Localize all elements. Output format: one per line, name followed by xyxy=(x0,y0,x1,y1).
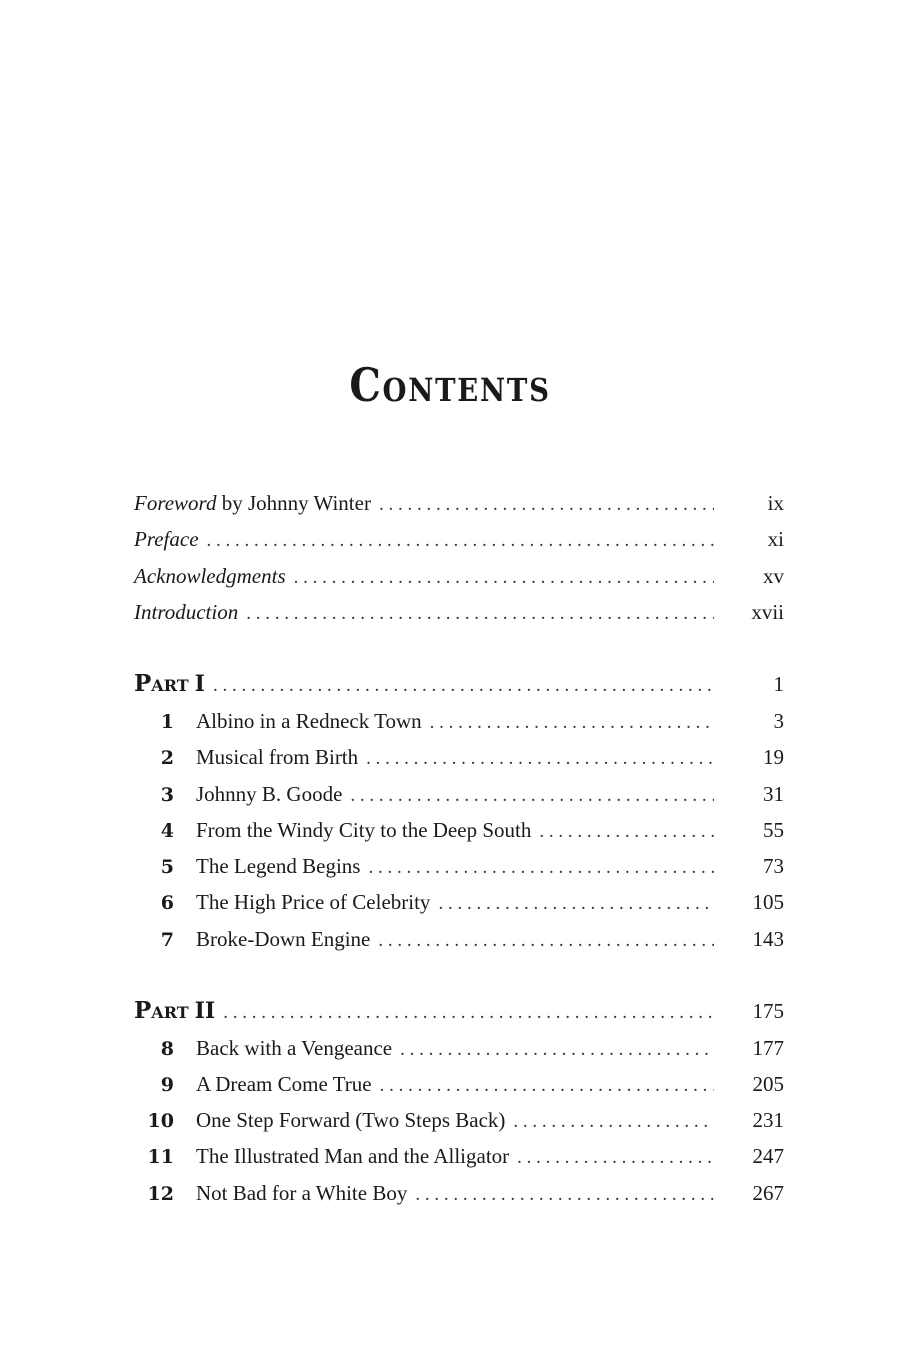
part-label xyxy=(134,669,205,699)
dot-leader xyxy=(415,1180,714,1210)
dot-leader xyxy=(438,889,714,919)
dot-leader xyxy=(400,1035,714,1065)
chapter-number: 11 xyxy=(147,1146,174,1168)
page-title: Contents xyxy=(349,358,551,412)
entry-label-italic: Acknowledgments xyxy=(134,564,286,588)
entry-page-number: 267 xyxy=(752,1181,784,1205)
entry-page-number: 73 xyxy=(763,854,784,878)
chapter-number: 12 xyxy=(147,1183,174,1205)
toc-chapter-10 xyxy=(134,1105,784,1135)
toc-entry-introduction xyxy=(134,597,784,627)
entry-page-number: 247 xyxy=(752,1144,784,1168)
entry-page-number: xvii xyxy=(751,600,784,624)
dot-leader xyxy=(379,490,714,520)
dot-leader xyxy=(366,744,714,774)
toc-entry-foreword xyxy=(134,488,784,518)
part-word: Part xyxy=(134,997,189,1024)
chapter-number: 7 xyxy=(160,929,174,951)
chapter-title: Musical from Birth xyxy=(196,745,359,769)
chapter-number: 3 xyxy=(160,784,174,806)
dot-leader xyxy=(513,1107,714,1137)
entry-page-number: 105 xyxy=(752,890,784,914)
toc-chapter-1 xyxy=(134,706,784,736)
entry-page-number: ix xyxy=(767,491,784,515)
toc-entry-preface xyxy=(134,524,784,554)
chapter-title: From the Windy City to the Deep South xyxy=(196,818,532,842)
entry-label xyxy=(134,488,371,518)
dot-leader xyxy=(378,926,714,956)
entry-label xyxy=(134,561,286,591)
entry-page-number: 231 xyxy=(752,1108,784,1132)
chapter-title: Broke-Down Engine xyxy=(196,927,371,951)
dot-leader xyxy=(223,998,714,1028)
chapter-number: 9 xyxy=(160,1074,174,1096)
dot-leader xyxy=(380,1071,714,1101)
part-word: Part xyxy=(134,670,189,697)
chapter-number: 2 xyxy=(160,747,174,769)
entry-page-number: xv xyxy=(763,564,784,588)
toc-chapter-4 xyxy=(134,815,784,845)
chapter-title: The Illustrated Man and the Alligator xyxy=(196,1144,510,1168)
entry-page-number: 205 xyxy=(752,1072,784,1096)
chapter-title: One Step Forward (Two Steps Back) xyxy=(196,1108,506,1132)
part-numeral: II xyxy=(194,998,216,1024)
toc-chapter-5 xyxy=(134,851,784,881)
dot-leader xyxy=(517,1143,714,1173)
chapter-title: Not Bad for a White Boy xyxy=(196,1181,408,1205)
toc-part-1 xyxy=(134,669,784,699)
dot-leader xyxy=(368,853,714,883)
dot-leader xyxy=(294,563,714,593)
toc-chapter-2 xyxy=(134,742,784,772)
entry-label-italic: Preface xyxy=(134,527,199,551)
entry-page-number: 177 xyxy=(752,1036,784,1060)
chapter-title: Johnny B. Goode xyxy=(196,782,343,806)
chapter-number: 5 xyxy=(160,856,174,878)
toc-chapter-3 xyxy=(134,779,784,809)
chapter-title: Back with a Vengeance xyxy=(196,1036,393,1060)
chapter-title: The High Price of Celebrity xyxy=(196,890,431,914)
entry-page-number: 31 xyxy=(763,782,784,806)
entry-page-number: 3 xyxy=(773,709,784,733)
chapter-title: Albino in a Redneck Town xyxy=(196,709,422,733)
entry-page-number: xi xyxy=(767,527,784,551)
toc-entry-acknowledgments xyxy=(134,561,784,591)
dot-leader xyxy=(350,781,714,811)
entry-label xyxy=(134,524,199,554)
toc-chapter-12 xyxy=(134,1178,784,1208)
toc-chapter-6 xyxy=(134,887,784,917)
entry-label-rest: by Johnny Winter xyxy=(216,491,371,515)
chapter-number: 4 xyxy=(160,820,174,842)
part-numeral: I xyxy=(194,671,205,697)
entry-page-number: 1 xyxy=(773,672,784,696)
chapter-title: The Legend Begins xyxy=(196,854,361,878)
toc-chapter-9 xyxy=(134,1069,784,1099)
entry-page-number: 19 xyxy=(763,745,784,769)
entry-label-italic: Introduction xyxy=(134,600,239,624)
chapter-number: 10 xyxy=(147,1110,174,1132)
part-label xyxy=(134,996,215,1026)
toc-chapter-7 xyxy=(134,924,784,954)
entry-label-italic: Foreword xyxy=(134,491,217,515)
toc-chapter-11 xyxy=(134,1141,784,1171)
dot-leader xyxy=(213,671,714,701)
dot-leader xyxy=(207,526,714,556)
toc-part-2 xyxy=(134,996,784,1026)
chapter-title: A Dream Come True xyxy=(196,1072,372,1096)
dot-leader xyxy=(539,817,714,847)
entry-label xyxy=(134,597,238,627)
chapter-number: 1 xyxy=(160,711,174,733)
dot-leader xyxy=(246,599,714,629)
toc-chapter-8 xyxy=(134,1033,784,1063)
chapter-number: 6 xyxy=(160,892,174,914)
entry-page-number: 175 xyxy=(752,999,784,1023)
entry-page-number: 143 xyxy=(752,927,784,951)
entry-page-number: 55 xyxy=(763,818,784,842)
chapter-number: 8 xyxy=(160,1038,174,1060)
dot-leader xyxy=(430,708,714,738)
